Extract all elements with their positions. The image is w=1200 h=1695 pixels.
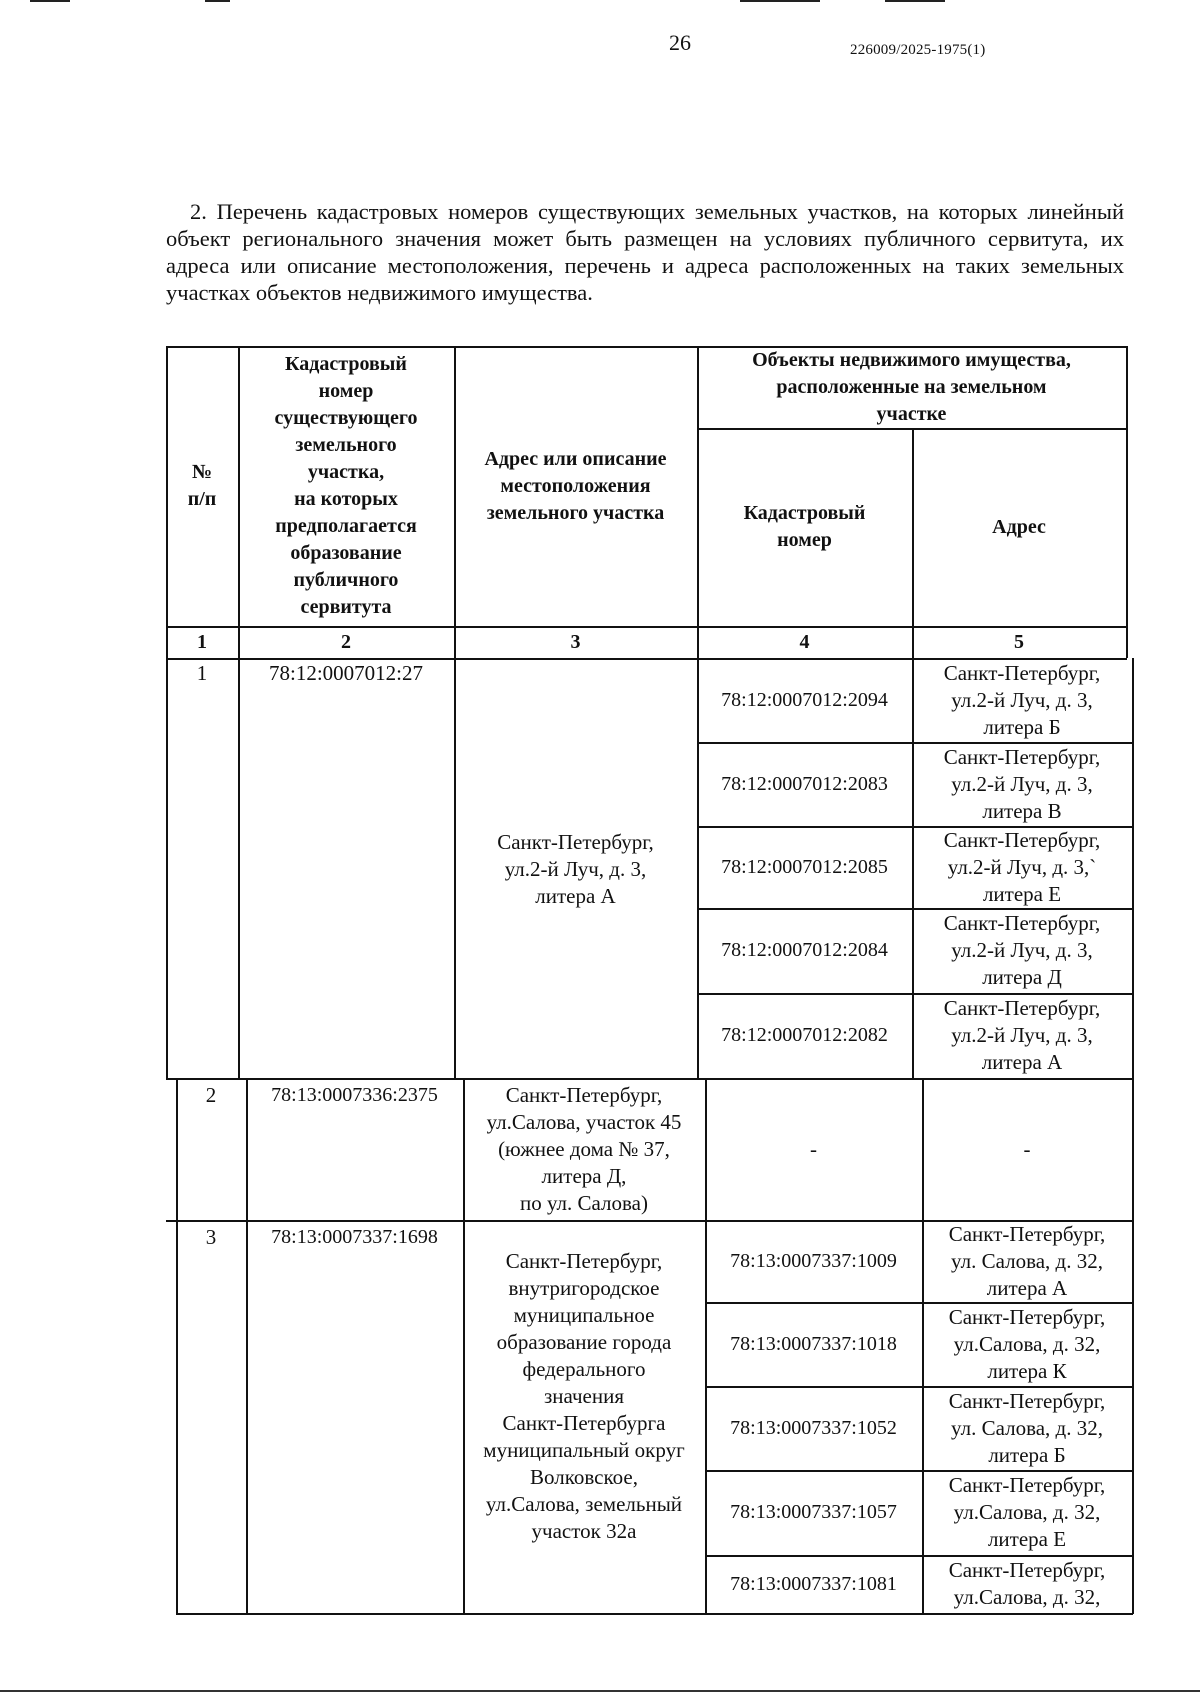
column-number: 3 [570, 630, 581, 653]
object-address: Санкт-Петербург, ул.2-й Луч, д. 3, литера Д [943, 911, 1101, 989]
land-cadastral-number: 78:12:0007012:27 [268, 661, 423, 685]
object-address: Санкт-Петербург, ул. Салова, д. 32, литера Б [948, 1388, 1106, 1467]
object-address: Санкт-Петербург, ул.Салова, д. 32, литера К [948, 1304, 1106, 1383]
land-cadastral-number: 78:13:0007337:1698 [271, 1226, 438, 1248]
object-address: Санкт-Петербург, ул. Салова, д. 32, литера А [948, 1221, 1106, 1300]
column-divider [246, 1078, 248, 1614]
object-cadastral-number: 78:13:0007337:1009 [730, 1249, 897, 1272]
object-address: Санкт-Петербург, ул.2-й Луч, д. 3, литера Б [943, 660, 1101, 739]
header-col-cadastral: Кадастровый номер существующего земельного участка, на которых предполагается образование публичного сервитута [274, 353, 418, 618]
object-cadastral-number: 78:12:0007012:2083 [721, 772, 888, 795]
land-address: Санкт-Петербург, внутригородское муниципальное образование города федерального значения Санкт-Петербурга муниципальный округ Волковское, ул.Салова, земельный участок 32а [483, 1249, 685, 1543]
table-border-right [1132, 658, 1134, 1614]
scan-mark [740, 0, 820, 2]
intro-paragraph: 2. Перечень кадастровых номеров существующих земельных участков, на которых линейный объект регионального значения может быть размещен на условиях публичного сервитута, их адреса или описание местоположения, перечень и адреса расположенных на таких земельных участках объектов недвижимого имущества. [166, 199, 1124, 305]
scan-mark [885, 0, 945, 2]
column-number: 2 [341, 630, 351, 653]
object-cadastral-number: - [810, 1136, 817, 1161]
page-number: 26 [669, 30, 691, 55]
table-border-bottom [176, 1613, 1133, 1615]
scan-edge-line [0, 1690, 1200, 1692]
column-number: 4 [799, 630, 810, 653]
object-address: Санкт-Петербург, ул.2-й Луч, д. 3, литера В [943, 744, 1101, 823]
land-address: Санкт-Петербург, ул.2-й Луч, д. 3, литера А [497, 829, 654, 908]
header-col-address: Адрес или описание местоположения земельного участка [484, 447, 667, 524]
object-cadastral-number: 78:13:0007337:1052 [730, 1416, 897, 1439]
object-cadastral-number: 78:12:0007012:2084 [721, 939, 888, 961]
document-number: 226009/2025-1975(1) [850, 42, 986, 58]
table-border-left [176, 1078, 178, 1614]
object-address: Санкт-Петербург, ул.Салова, д. 32, литера Е [948, 1473, 1106, 1551]
land-cadastral-number: 78:13:0007336:2375 [271, 1084, 438, 1106]
header-col-object-cadastral: Кадастровый номер [743, 502, 866, 551]
column-number: 5 [1014, 630, 1024, 653]
table-border-right [1126, 346, 1128, 658]
header-col-object-address: Адрес [992, 515, 1046, 538]
object-address: Санкт-Петербург, ул.2-й Луч, д. 3, литера А [943, 996, 1101, 1074]
scan-mark [30, 0, 70, 2]
object-cadastral-number: 78:13:0007337:1081 [730, 1572, 897, 1595]
object-cadastral-number: 78:12:0007012:2094 [721, 688, 888, 711]
header-group-objects: Объекты недвижимого имущества, расположенные на земельном участке [752, 348, 1071, 425]
object-cadastral-number: 78:12:0007012:2085 [721, 855, 888, 878]
header-col-number: № п/п [187, 461, 217, 510]
object-address: - [1023, 1136, 1031, 1161]
land-address: Санкт-Петербург, ул.Салова, участок 45 (южнее дома № 37, литера Д, по ул. Салова) [486, 1082, 682, 1215]
object-cadastral-number: 78:13:0007337:1018 [730, 1332, 897, 1355]
object-address: Санкт-Петербург, ул.Салова, д. 32, [948, 1558, 1106, 1609]
object-address: Санкт-Петербург, ул.2-й Луч, д. 3,` литера Е [943, 827, 1101, 906]
row-number: 1 [196, 661, 208, 685]
column-number: 1 [197, 630, 207, 653]
object-cadastral-number: 78:13:0007337:1057 [730, 1501, 897, 1523]
row-number: 2 [205, 1083, 217, 1107]
scan-mark [205, 0, 230, 2]
object-cadastral-number: 78:12:0007012:2082 [721, 1024, 888, 1046]
row-number: 3 [205, 1225, 217, 1249]
